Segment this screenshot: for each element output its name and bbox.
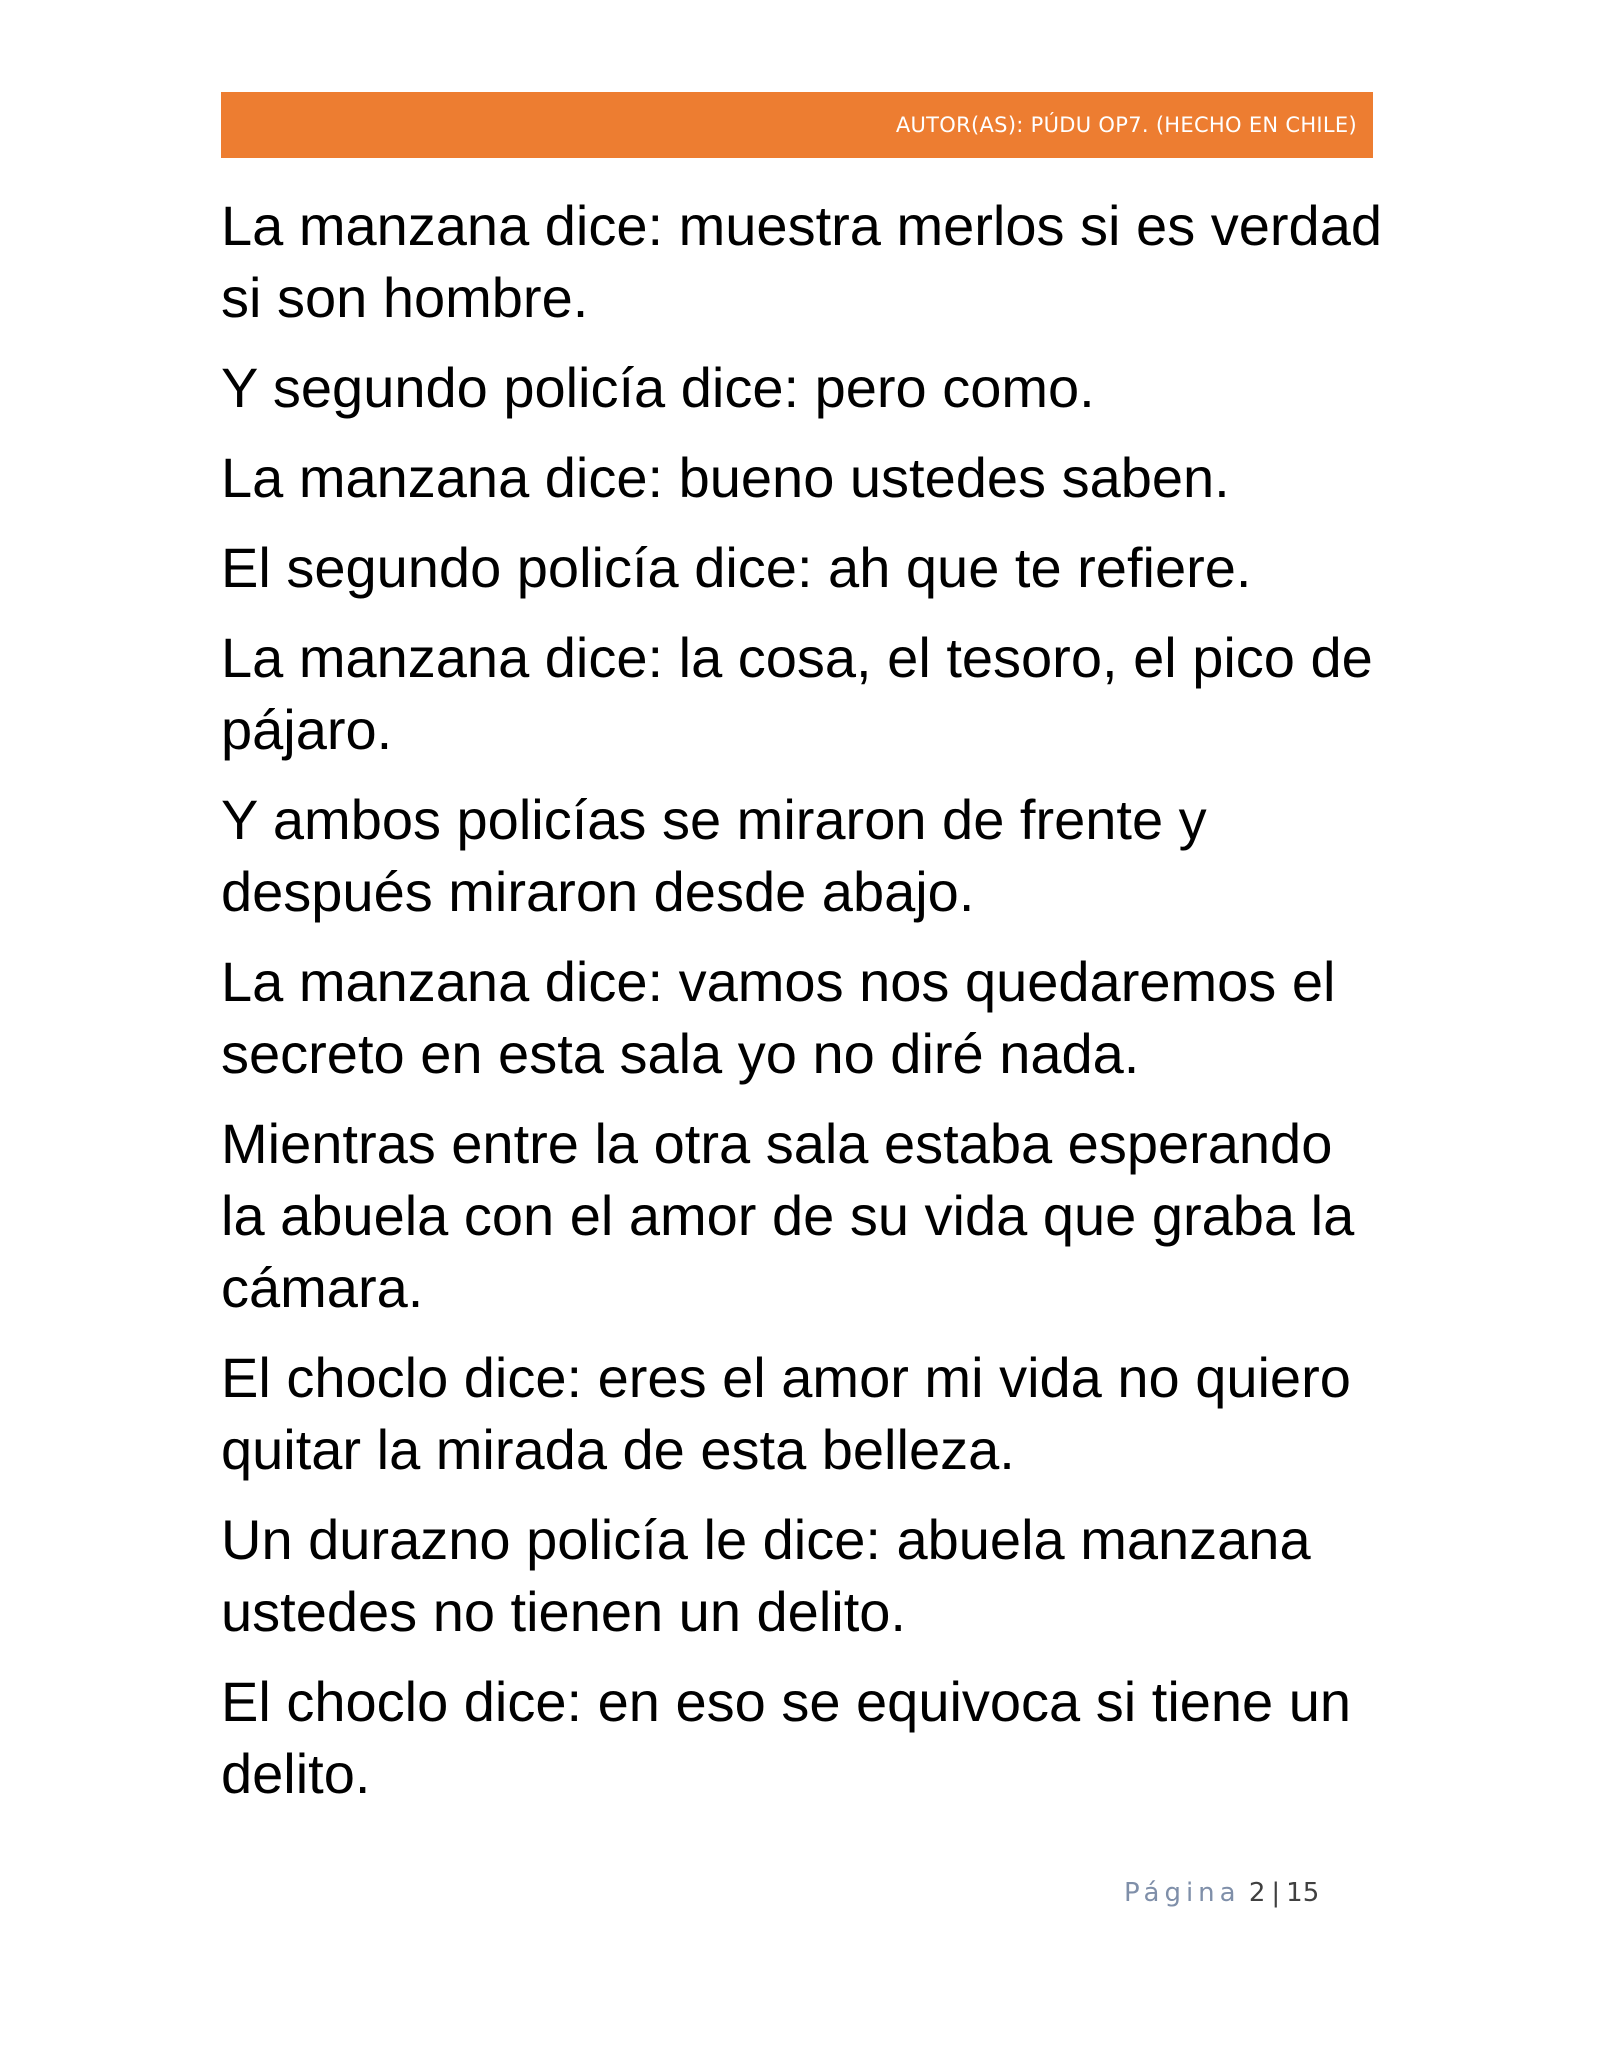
paragraph: La manzana dice: vamos nos quedaremos el secreto en esta sala yo no diré nada. <box>221 950 1336 1085</box>
paragraph: Un durazno policía le dice: abuela manzana ustedes no tienen un delito. <box>221 1508 1311 1643</box>
paragraph: El choclo dice: en eso se equivoca si tiene un delito. <box>221 1670 1352 1805</box>
page-footer <box>1124 1876 1319 1910</box>
header-author-text: AUTOR(AS): PÚDU OP7. (HECHO EN CHILE) <box>895 113 1357 137</box>
paragraph: Y segundo policía dice: pero como. <box>221 356 1095 419</box>
page-separator: | <box>1271 1878 1281 1908</box>
paragraph: La manzana dice: la cosa, el tesoro, el pico de pájaro. <box>221 626 1373 761</box>
paragraph: El segundo policía dice: ah que te refiere. <box>221 536 1252 599</box>
header-bar <box>221 92 1373 158</box>
paragraph: El choclo dice: eres el amor mi vida no quiero quitar la mirada de esta belleza. <box>221 1346 1351 1481</box>
paragraph: La manzana dice: bueno ustedes saben. <box>221 446 1230 509</box>
page-total: 15 <box>1286 1878 1320 1908</box>
page-label: Página <box>1124 1878 1241 1908</box>
paragraph: Y ambos policías se miraron de frente y después miraron desde abajo. <box>221 788 1207 923</box>
paragraph: Mientras entre la otra sala estaba esperando la abuela con el amor de su vida que graba la cámara. <box>221 1112 1355 1319</box>
document-body <box>221 190 1391 1828</box>
paragraph: La manzana dice: muestra merlos si es verdad si son hombre. <box>221 194 1382 329</box>
page-number: 2 <box>1248 1878 1266 1908</box>
